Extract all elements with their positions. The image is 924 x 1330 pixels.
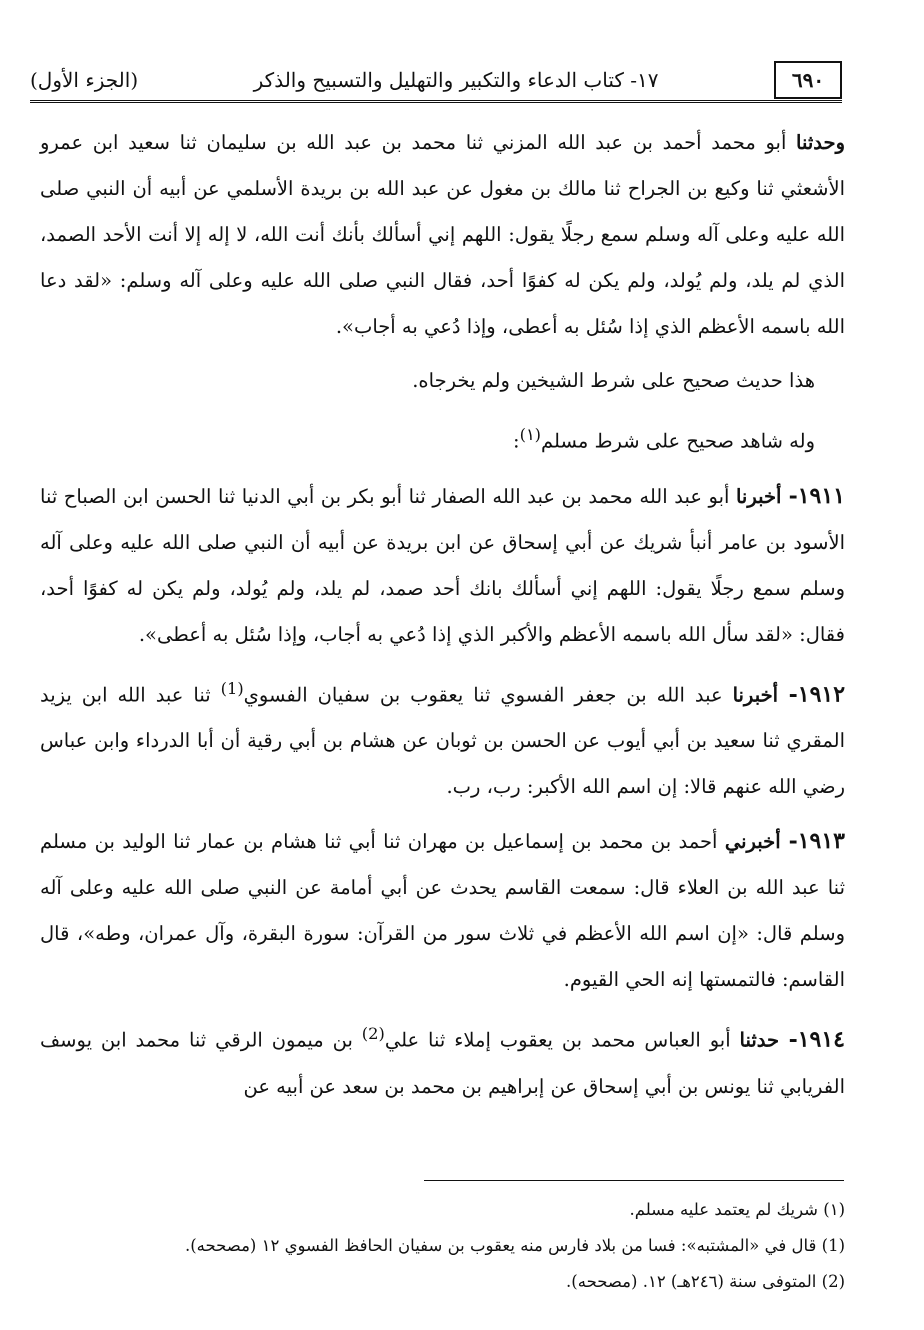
footnote: (١) شريك لم يعتمد عليه مسلم. xyxy=(629,1200,845,1219)
hadith-number: ١٩١٤- xyxy=(788,1026,845,1053)
witness-note xyxy=(40,412,845,465)
page-body xyxy=(40,120,845,1118)
hadith-1911 xyxy=(40,473,845,658)
authentication-note: هذا حديث صحيح على شرط الشيخين ولم يخرجاه. xyxy=(412,369,815,392)
footnote-ref: (1) xyxy=(220,678,244,698)
narration-lead: وحدثنا xyxy=(796,131,845,154)
hadith-text: عبد الله بن جعفر الفسوي ثنا يعقوب بن سفيان الفسوي xyxy=(243,683,733,706)
hadith-1913 xyxy=(40,818,845,1003)
hadith-text-cont: بن ميمون الرقي ثنا محمد ابن يوسف الفريابي ثنا يونس بن أبي إسحاق عن إبراهيم بن محمد بن سعد عن أبيه عن xyxy=(40,1028,845,1098)
witness-text: وله شاهد صحيح على شرط مسلم xyxy=(541,429,815,453)
hadith-1914 xyxy=(40,1011,845,1110)
hadith-number: ١٩١٢- xyxy=(788,681,846,707)
footnote: (2) المتوفى سنة (٢٤٦هـ) ١٢. (مصححه). xyxy=(566,1272,845,1291)
footnote-ref: (١) xyxy=(519,425,542,444)
paragraph-intro xyxy=(40,120,845,350)
hadith-number: ١٩١١- xyxy=(788,482,845,509)
hadith-text: أبو عبد الله محمد بن عبد الله الصفار ثنا أبو بكر بن أبي الدنيا ثنا الحسن ابن الصباح ثنا الأسود بن عامر أنبأ شريك عن أبي إسحاق عن ابن بريدة عن أبيه أن النبي صلى الله عليه وعلى آله وسلم سمع رجلًا يقول: اللهم إني أسألك بانك أحد صمد، لم يلد، ولم يُولد، ولم يكن له كفوًا أحد، فقال: «لقد سأل الله باسمه الأعظم والأكبر الذي إذا دُعي به أجاب، وإذا سُئل به أعطى». xyxy=(40,484,845,646)
page-header xyxy=(30,55,842,105)
narration-lead: حدثنا xyxy=(739,1028,789,1052)
header-rule xyxy=(30,100,842,103)
narration-lead: أخبرنا xyxy=(735,484,789,508)
hadith-number: ١٩١٣- xyxy=(788,828,845,854)
hadith-text: أبو العباس محمد بن يعقوب إملاء ثنا علي xyxy=(384,1028,740,1052)
hadith-text: أحمد بن محمد بن إسماعيل بن مهران ثنا أبي ثنا هشام بن عمار ثنا الوليد بن مسلم ثنا عبد الله بن العلاء قال: سمعت القاسم يحدث عن أبي أمامة عن النبي صلى الله عليه وعلى آله وسلم قال: «إن اسم الله الأعظم في ثلاث سور من القرآن: سورة البقرة، وآل عمران، وطه»، قال القاسم: فالتمستها إنه الحي القيوم. xyxy=(40,830,845,991)
hadith-text-cont: ثنا عبد الله ابن يزيد المقري ثنا سعيد بن أبي أيوب عن الحسن بن ثوبان عن هشام بن أبي رقية أن أبا الدرداء وابن عباس رضي الله عنهم قالا: إن اسم الله الأكبر: رب، رب. xyxy=(40,683,845,798)
footnote: (1) قال في «المشتبه»: فسا من بلاد فارس منه يعقوب بن سفيان الحافظ الفسوي ١٢ (مصححه). xyxy=(184,1236,845,1255)
footnote-separator xyxy=(424,1180,844,1181)
page-number: ٦٩٠ xyxy=(774,61,842,99)
footnotes xyxy=(40,1192,845,1300)
witness-end: : xyxy=(513,429,520,453)
footnote-ref: (2) xyxy=(361,1024,385,1043)
part-label: (الجزء الأول) xyxy=(30,68,139,92)
narration-lead: أخبرني xyxy=(724,830,789,853)
paragraph-text: أبو محمد أحمد بن عبد الله المزني ثنا محمد بن عبد الله بن سليمان ثنا سعيد ابن عمرو الأشعثي ثنا وكيع بن الجراح ثنا مالك بن مغول عن عبد الله بن بريدة الأسلمي عن أبيه أن النبي صلى الله عليه وعلى آله وسلم سمع رجلًا يقول: اللهم إني أسألك بأنك أنت الله، لا إله إلا أنت الأحد الصمد، الذي لم يلد، ولم يُولد، ولم يكن له كفوًا أحد، فقال النبي صلى الله عليه وعلى آله وسلم: «لقد دعا الله باسمه الأعظم الذي إذا سُئل به أعطى، وإذا دُعي به أجاب». xyxy=(40,131,845,338)
hadith-1912 xyxy=(40,666,845,811)
chapter-title: ١٧- كتاب الدعاء والتكبير والتهليل والتسبيح والذكر xyxy=(253,68,659,92)
narration-lead: أخبرنا xyxy=(732,683,789,706)
